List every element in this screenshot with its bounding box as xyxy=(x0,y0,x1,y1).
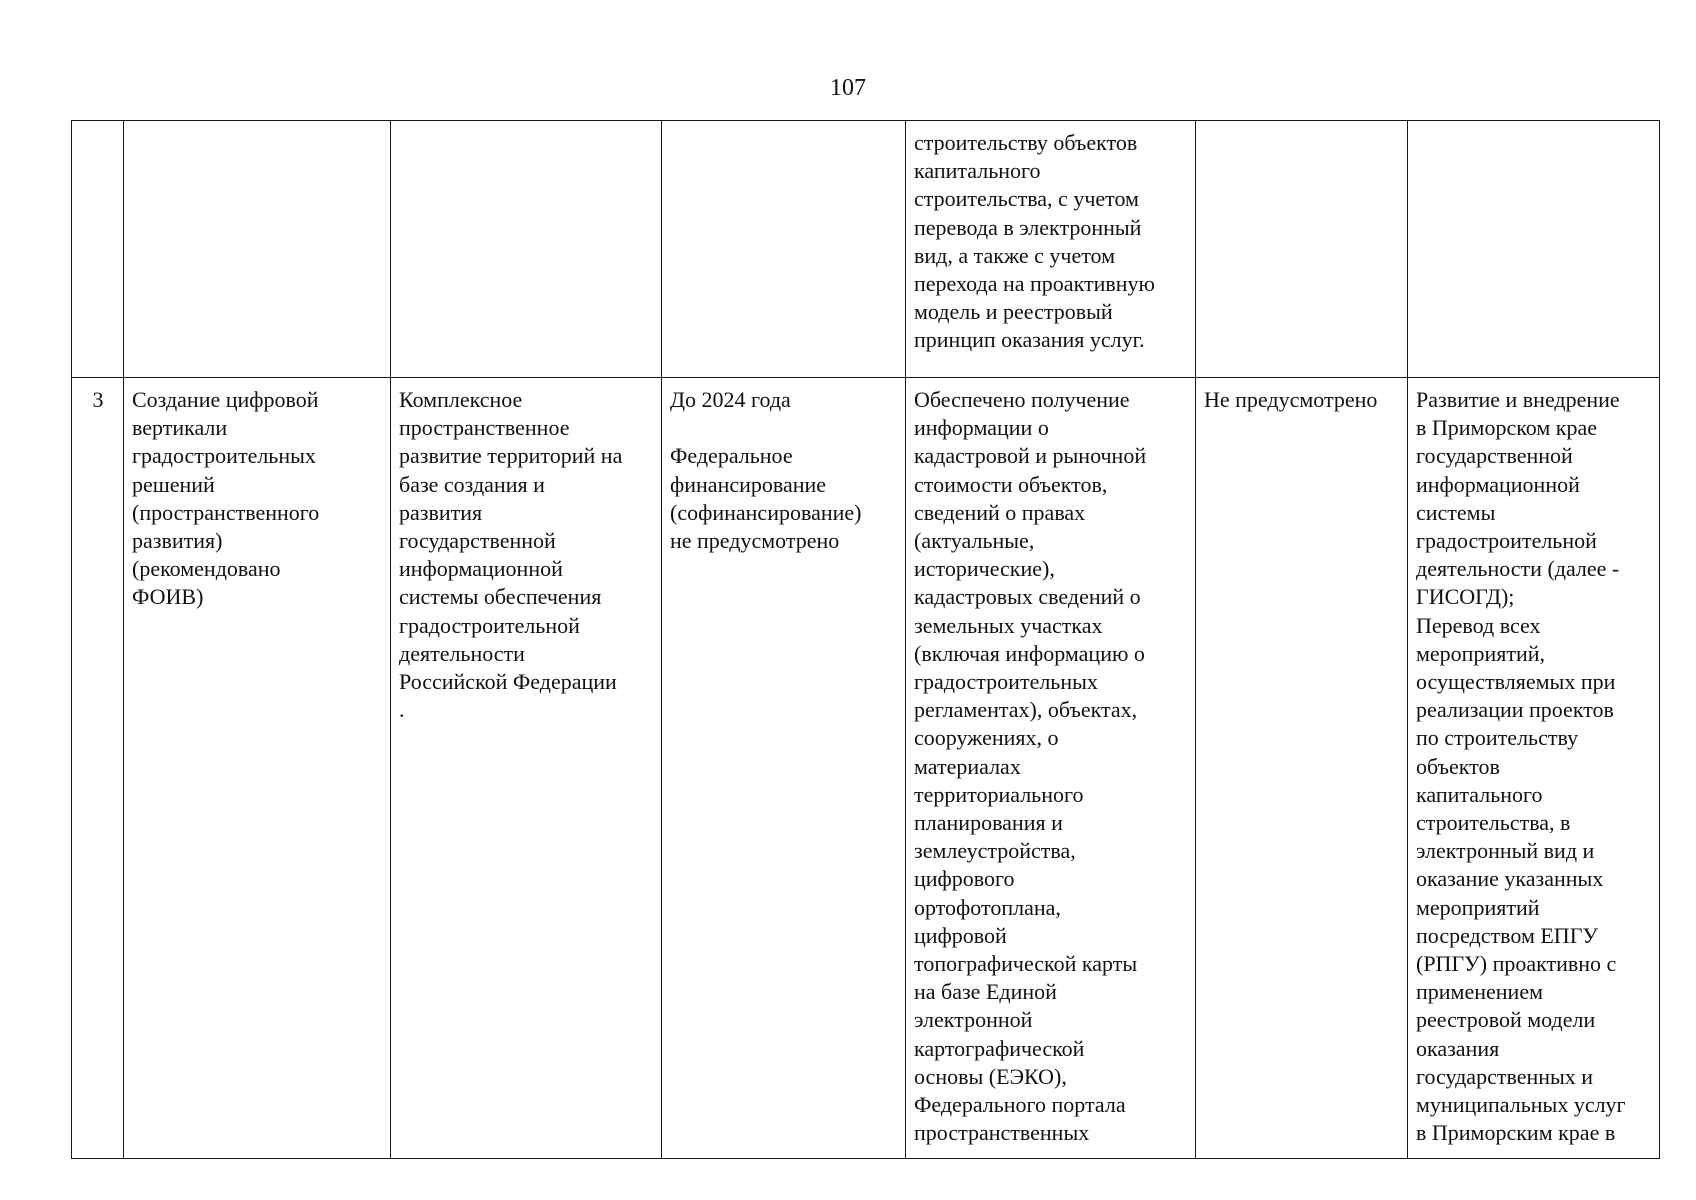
cell-regional-financing: Не предусмотрено xyxy=(1196,378,1408,1159)
cell-regional-financing xyxy=(1196,121,1408,378)
cell-number xyxy=(72,121,124,378)
cell-result: Обеспечено получение информации о кадастровой и рыночной стоимости объектов, сведений о правах (актуальные, исторические), кадастровых сведений о земельных участках (включая информацию о градостроительных регламентах), объектах, сооружениях, о материалах территориального планирования и землеустройства, цифрового ортофотоплана, цифровой топографической карты на базе Единой электронной картографической основы (ЕЭКО), Федерального портала пространственных xyxy=(906,378,1196,1159)
cell-deadline-financing xyxy=(662,121,906,378)
cell-regional-measures xyxy=(1408,121,1660,378)
cell-regional-measures: Развитие и внедрение в Приморском крае государственной информационной системы градостроительной деятельности (далее - ГИСОГД); Перевод всех мероприятий, осуществляемых при реализации проектов по строительству объектов капитального строительства, в электронный вид и оказание указанных мероприятий посредством ЕПГУ (РПГУ) проактивно с применением реестровой модели оказания государственных и муниципальных услуг в Приморским крае в xyxy=(1408,378,1660,1159)
cell-measure-name xyxy=(124,121,391,378)
cell-program: Комплексное пространственное развитие территорий на базе создания и развития государственной информационной системы обеспечения градостроительной деятельности Российской Федерации . xyxy=(391,378,662,1159)
measures-table xyxy=(71,120,1660,1159)
cell-number: 3 xyxy=(72,378,124,1159)
cell-result: строительству объектов капитального строительства, с учетом перевода в электронный вид, а также с учетом перехода на проактивную модель и реестровый принцип оказания услуг. xyxy=(906,121,1196,378)
page-number: 107 xyxy=(830,75,866,101)
cell-deadline-financing: До 2024 года Федеральное финансирование (софинансирование) не предусмотрено xyxy=(662,378,906,1159)
cell-program xyxy=(391,121,662,378)
table-row xyxy=(72,378,1660,1159)
table-row xyxy=(72,121,1660,378)
cell-measure-name: Создание цифровой вертикали градостроительных решений (пространственного развития) (рекомендовано ФОИВ) xyxy=(124,378,391,1159)
